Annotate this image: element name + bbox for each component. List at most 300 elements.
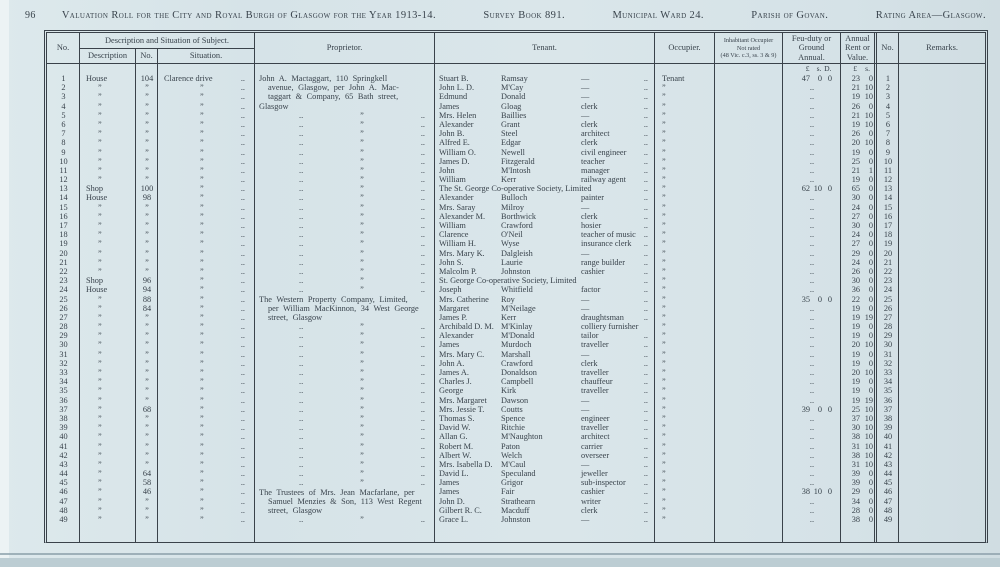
street-number-cell: ” — [145, 505, 149, 515]
remarks-cell — [899, 148, 985, 157]
tenant-cell — [435, 331, 655, 340]
situation-ditto: ” — [200, 92, 204, 102]
situation-ditto: ” — [200, 423, 204, 433]
tenant-occupation: — — [581, 404, 590, 414]
inhabitant-occupier-cell — [715, 304, 783, 313]
tenant-forename: David W. — [439, 423, 471, 433]
feu-duty-cell: .. — [809, 478, 815, 488]
leader-dots: .. — [643, 331, 648, 341]
feu-duty-cell: .. — [809, 248, 815, 258]
remarks-cell — [899, 83, 985, 92]
leader-dots: .. — [240, 459, 245, 469]
inhabitant-occupier-cell — [715, 74, 783, 83]
table-row — [47, 111, 985, 120]
leader-dots: .. — [643, 386, 648, 396]
remarks-cell — [899, 221, 985, 230]
description-cell: ” — [98, 138, 102, 148]
leader-dots: .. — [643, 340, 648, 350]
tenant-forename: Robert M. — [439, 441, 474, 451]
row-number-left: 41 — [59, 441, 68, 451]
tenant-forename: William — [439, 175, 466, 185]
feu-duty-cell — [783, 405, 841, 414]
row-number-left: 47 — [59, 496, 68, 506]
rent-pounds: 19 — [851, 119, 860, 129]
tenant-occupation: — — [581, 74, 590, 83]
proprietor-ditto: ” — [360, 156, 364, 166]
street-number-cell: ” — [145, 432, 149, 442]
rent-shillings: 0 — [868, 129, 873, 139]
leader-dots: .. — [643, 276, 648, 286]
annual-rent-units: £ s. — [841, 64, 877, 74]
rent-pounds: 29 — [851, 487, 860, 497]
row-number-right: 18 — [883, 230, 893, 240]
proprietor-ditto-dots: .. — [299, 395, 304, 405]
tenant-forename: Mrs. Jessie T. — [439, 404, 485, 414]
street-number-cell: 98 — [142, 193, 152, 203]
tenant-cell — [435, 258, 655, 267]
tenant-occupation: — — [581, 303, 590, 313]
annual-rent-cell — [841, 331, 877, 340]
situation-ditto: ” — [200, 165, 204, 175]
tenant-occupation: colliery furnisher — [581, 322, 639, 332]
street-number-cell: ” — [145, 165, 149, 175]
rent-pounds: 20 — [851, 138, 860, 148]
inhabitant-occupier-cell — [715, 368, 783, 377]
table-row — [47, 386, 985, 395]
tenant-surname: Speculand — [501, 469, 536, 479]
description-cell: ” — [98, 496, 102, 506]
tenant-surname: Newell — [501, 147, 525, 157]
inhabitant-occupier-cell — [715, 350, 783, 359]
occupier-cell: ” — [662, 110, 666, 120]
tenant-occupation: writer — [581, 496, 601, 506]
proprietor-cell — [255, 451, 435, 460]
proprietor-cell — [255, 230, 435, 239]
row-number-left: 34 — [59, 377, 68, 387]
row-number-left: 21 — [59, 257, 68, 267]
leader-dots: .. — [643, 450, 648, 460]
tenant-cell — [435, 138, 655, 147]
inhabitant-occupier-cell — [715, 129, 783, 138]
description-cell: ” — [98, 322, 102, 332]
tenant-cell — [435, 515, 655, 524]
tenant-occupation: tailor — [581, 331, 599, 341]
leader-dots: .. — [240, 92, 245, 102]
row-number-right: 41 — [883, 441, 893, 451]
table-row — [47, 487, 985, 496]
tenant-cell — [435, 414, 655, 423]
annual-rent-cell — [841, 368, 877, 377]
rent-shillings: 0 — [868, 230, 873, 240]
tenant-surname: Milroy — [501, 202, 525, 212]
proprietor-cell — [255, 166, 435, 175]
rent-pounds: 31 — [851, 441, 860, 451]
leader-dots: .. — [240, 156, 245, 166]
description-cell: ” — [98, 441, 102, 451]
occupier-cell: ” — [662, 487, 666, 497]
leader-dots: .. — [240, 184, 245, 194]
occupier-cell: ” — [662, 358, 666, 368]
annual-rent-cell — [841, 359, 877, 368]
rent-pounds: 30 — [851, 423, 860, 433]
remarks-cell — [899, 313, 985, 322]
inhabitant-occupier-cell — [715, 405, 783, 414]
row-number-right: 37 — [883, 404, 893, 414]
annual-rent-cell — [841, 203, 877, 212]
situation-cell — [158, 230, 255, 239]
row-number-right: 45 — [883, 478, 893, 488]
tenant-cell — [435, 166, 655, 175]
proprietor-ditto-dots: .. — [420, 129, 425, 139]
proprietor-ditto-dots: .. — [299, 147, 304, 157]
tenant-forename: Mrs. Helen — [439, 110, 477, 120]
leader-dots: .. — [643, 193, 648, 203]
rent-shillings: 0 — [868, 505, 873, 515]
proprietor-ditto-dots: .. — [299, 469, 304, 479]
proprietor-ditto-dots: .. — [299, 276, 304, 286]
proprietor-ditto: ” — [360, 322, 364, 332]
feu-duty-cell: .. — [809, 432, 815, 442]
tenant-forename: James P. — [439, 312, 468, 322]
tenant-cell — [435, 148, 655, 157]
proprietor-ditto: ” — [360, 377, 364, 387]
leader-dots: .. — [643, 459, 648, 469]
annual-rent-cell — [841, 313, 877, 322]
tenant-cell — [435, 230, 655, 239]
street-number-cell: 96 — [142, 276, 152, 286]
leader-dots: .. — [643, 312, 648, 322]
row-number-left: 23 — [59, 276, 68, 286]
rent-pounds: 24 — [851, 202, 860, 212]
street-number-cell: ” — [145, 92, 149, 102]
feu-duty-cell: .. — [809, 515, 815, 524]
remarks-cell — [899, 102, 985, 111]
tenant-cell — [435, 239, 655, 248]
description-cell: ” — [98, 450, 102, 460]
row-number-right: 31 — [883, 349, 893, 359]
remarks-cell — [899, 74, 985, 83]
tenant-forename: Gilbert R. C. — [439, 505, 482, 515]
tenant-forename: Clarence — [439, 230, 469, 240]
feu-duty-cell: .. — [809, 285, 815, 295]
tenant-forename: Mrs. Margaret — [439, 395, 487, 405]
tenant-forename: John A. — [439, 358, 465, 368]
inhabitant-occupier-cell — [715, 423, 783, 432]
situation-ditto: ” — [200, 395, 204, 405]
col-header-description-group-title: Description and Situation of Subject. — [80, 33, 254, 49]
street-number-cell: ” — [145, 230, 149, 240]
occupier-cell: ” — [662, 156, 666, 166]
inhabitant-occupier-cell — [715, 239, 783, 248]
occupier-cell: ” — [662, 496, 666, 506]
tenant-forename: Mrs. Saray — [439, 202, 476, 212]
description-cell: ” — [98, 175, 102, 185]
tenant-forename: Mrs. Catherine — [439, 294, 489, 304]
remarks-cell — [899, 239, 985, 248]
leader-dots: .. — [240, 230, 245, 240]
leader-dots: .. — [643, 101, 648, 111]
tenant-surname: Kerr — [501, 175, 517, 185]
rent-shillings: 0 — [868, 496, 873, 506]
tenant-surname: Paton — [501, 441, 520, 451]
tenant-surname: Borthwick — [501, 211, 537, 221]
remarks-cell — [899, 138, 985, 147]
rent-shillings: 10 — [864, 404, 873, 414]
situation-ditto: ” — [200, 184, 204, 194]
tenant-surname: Baillies — [501, 110, 527, 120]
situation-cell — [158, 405, 255, 414]
tenant-forename: Charles J. — [439, 377, 472, 387]
annual-rent-cell — [841, 212, 877, 221]
tenant-surname: Crawford — [501, 358, 533, 368]
situation-ditto: ” — [200, 294, 204, 304]
proprietor-entry-line: per William MacKinnon, 34 West George — [268, 304, 419, 313]
street-number-cell: ” — [145, 377, 149, 387]
rent-shillings: 0 — [868, 386, 873, 396]
tenant-forename: George — [439, 386, 464, 396]
rent-pounds: 26 — [851, 101, 860, 111]
description-cell: ” — [98, 257, 102, 267]
row-number-right: 5 — [885, 110, 891, 120]
remarks-cell — [899, 184, 985, 193]
tenant-occupation: clerk — [581, 138, 598, 148]
description-cell: Shop — [86, 276, 104, 286]
title-survey-book: Survey Book 891. — [483, 10, 566, 21]
street-number-cell: 58 — [142, 478, 152, 488]
tenant-occupation: factor — [581, 285, 601, 295]
description-cell: ” — [98, 165, 102, 175]
rent-pounds: 26 — [851, 129, 860, 139]
feu-duty-cell: .. — [809, 110, 815, 120]
tenant-forename: David L. — [439, 469, 469, 479]
street-number-cell: 46 — [142, 487, 152, 497]
tenant-surname: O'Neil — [501, 230, 523, 240]
street-number-cell: ” — [145, 312, 149, 322]
leader-dots: .. — [240, 221, 245, 230]
row-number-left: 2 — [61, 83, 66, 93]
situation-ditto: ” — [200, 276, 204, 286]
rent-pounds: 30 — [851, 276, 860, 286]
tenant-occupation: draughtsman — [581, 312, 624, 322]
annual-rent-cell — [841, 442, 877, 451]
leader-dots: .. — [240, 74, 245, 83]
row-number-left: 30 — [59, 340, 68, 350]
row-number-left: 39 — [59, 423, 68, 433]
row-number-right: 2 — [885, 83, 891, 93]
proprietor-ditto: ” — [360, 331, 364, 341]
remarks-cell — [899, 386, 985, 395]
row-number-right: 29 — [883, 331, 893, 341]
inhabitant-occupier-cell — [715, 203, 783, 212]
tenant-surname: M'Kinlay — [501, 322, 533, 332]
tenant-surname: Gloag — [501, 101, 522, 111]
annual-rent-cell — [841, 258, 877, 267]
situation-cell — [158, 249, 255, 258]
remarks-cell — [899, 451, 985, 460]
rent-shillings: 19 — [864, 312, 873, 322]
valuation-table — [44, 30, 988, 543]
annual-rent-cell — [841, 322, 877, 331]
tenant-cell — [435, 157, 655, 166]
row-number-right: 20 — [883, 248, 893, 258]
tenant-cell — [435, 184, 655, 193]
row-number-left: 9 — [61, 147, 66, 157]
row-number-right: 43 — [883, 459, 893, 469]
table-row — [47, 340, 985, 349]
feu-duty-cell: .. — [809, 377, 815, 387]
proprietor-ditto-dots: .. — [420, 459, 425, 469]
row-number-right: 4 — [885, 101, 891, 111]
proprietor-ditto-dots: .. — [420, 138, 425, 148]
description-cell: ” — [98, 147, 102, 157]
proprietor-entry — [259, 488, 431, 516]
situation-ditto: ” — [200, 432, 204, 442]
title-rating-area: Rating Area—Glasgow. — [875, 10, 986, 21]
proprietor-ditto-dots: .. — [420, 276, 425, 286]
table-row — [47, 442, 985, 451]
proprietor-entry-line: street, Glasgow — [268, 506, 323, 516]
situation-ditto: ” — [200, 119, 204, 129]
feu-pence: 0 — [827, 294, 832, 304]
table-body — [47, 74, 985, 542]
proprietor-ditto-dots: .. — [299, 193, 304, 203]
tenant-forename: Alexander M. — [439, 211, 486, 221]
leader-dots: .. — [643, 129, 648, 139]
inhabitant-occupier-cell — [715, 111, 783, 120]
proprietor-ditto-dots: .. — [420, 349, 425, 359]
tenant-forename: John — [439, 165, 455, 175]
proprietor-cell — [255, 386, 435, 395]
street-number-cell: ” — [145, 331, 149, 341]
tenant-forename: Albert W. — [439, 450, 472, 460]
feu-duty-cell: .. — [809, 92, 815, 102]
row-number-left: 13 — [59, 184, 68, 194]
table-row — [47, 249, 985, 258]
situation-ditto: ” — [200, 312, 204, 322]
rent-shillings: 0 — [868, 285, 873, 295]
tenant-cell — [435, 368, 655, 377]
description-cell: ” — [98, 110, 102, 120]
leader-dots: .. — [240, 322, 245, 332]
title-municipal-ward: Municipal Ward 24. — [612, 10, 704, 21]
street-number-cell: ” — [145, 413, 149, 423]
tenant-cell — [435, 487, 655, 496]
situation-cell — [158, 203, 255, 212]
tenant-cell — [435, 193, 655, 202]
table-row — [47, 276, 985, 285]
situation-cell — [158, 111, 255, 120]
row-number-left: 12 — [59, 175, 68, 185]
street-number-cell: 94 — [142, 285, 152, 295]
rent-pounds: 37 — [851, 413, 860, 423]
remarks-cell — [899, 478, 985, 487]
leader-dots: .. — [643, 404, 648, 414]
feu-pence: 0 — [827, 184, 832, 194]
leader-dots: .. — [643, 377, 648, 387]
situation-ditto: ” — [200, 138, 204, 148]
remarks-cell — [899, 442, 985, 451]
row-number-right: 9 — [885, 147, 891, 157]
tenant-surname: Kirk — [501, 386, 517, 396]
col-header-inhabitant-occupier: Inhabitant Occupier Not rated (48 Vic. c.3, ss. 3 & 9) — [715, 33, 783, 63]
situation-cell — [158, 258, 255, 267]
tenant-forename: James — [439, 101, 460, 111]
rent-shillings: 0 — [868, 377, 873, 387]
proprietor-ditto-dots: .. — [420, 377, 425, 387]
proprietor-ditto-dots: .. — [299, 322, 304, 332]
tenant-surname: Grant — [501, 119, 520, 129]
tenant-occupation: chauffeur — [581, 377, 613, 387]
rent-pounds: 19 — [851, 147, 860, 157]
table-row — [47, 497, 985, 506]
annual-rent-cell — [841, 184, 877, 193]
table-row — [47, 138, 985, 147]
situation-ditto: ” — [200, 221, 204, 230]
street-number-cell: ” — [145, 496, 149, 506]
rent-shillings: 0 — [868, 74, 873, 83]
leader-dots: .. — [643, 248, 648, 258]
proprietor-ditto-dots: .. — [299, 266, 304, 276]
tenant-cell — [435, 304, 655, 313]
situation-cell — [158, 138, 255, 147]
page-number: 96 — [25, 10, 36, 21]
tenant-cell — [435, 497, 655, 506]
col-header-description: Description — [80, 49, 136, 64]
situation-cell — [158, 478, 255, 487]
tenant-forename: Alexander — [439, 119, 474, 129]
description-cell: House — [86, 285, 108, 295]
tenant-cell — [435, 221, 655, 230]
leader-dots: .. — [643, 156, 648, 166]
tenant-cell — [435, 111, 655, 120]
inhabitant-occupier-cell — [715, 322, 783, 331]
row-number-right: 19 — [883, 239, 893, 249]
rent-shillings: 0 — [868, 322, 873, 332]
remarks-cell — [899, 267, 985, 276]
proprietor-ditto-dots: .. — [420, 285, 425, 295]
col-header-description-subrow — [80, 49, 254, 64]
proprietor-ditto-dots: .. — [299, 138, 304, 148]
annual-rent-cell — [841, 138, 877, 147]
proprietor-cell — [255, 368, 435, 377]
leader-dots: .. — [240, 496, 245, 506]
proprietor-ditto-dots: .. — [299, 184, 304, 194]
feu-duty-cell: .. — [809, 266, 815, 276]
row-number-left: 10 — [59, 156, 68, 166]
feu-shillings: 0 — [817, 294, 822, 304]
situation-ditto: ” — [200, 248, 204, 258]
proprietor-ditto-dots: .. — [420, 230, 425, 240]
tenant-cell — [435, 432, 655, 441]
row-number-left: 3 — [61, 92, 66, 102]
description-cell: ” — [98, 230, 102, 240]
feu-duty-cell — [783, 295, 841, 304]
row-number-right: 14 — [883, 193, 893, 203]
feu-pounds: 35 — [801, 294, 810, 304]
proprietor-cell — [255, 175, 435, 184]
inhabitant-occupier-cell — [715, 386, 783, 395]
proprietor-ditto-dots: .. — [299, 211, 304, 221]
proprietor-cell — [255, 478, 435, 487]
proprietor-ditto-dots: .. — [420, 478, 425, 488]
tenant-occupation: traveller — [581, 423, 609, 433]
situation-cell — [158, 83, 255, 92]
leader-dots: .. — [240, 248, 245, 258]
leader-dots: .. — [643, 368, 648, 377]
situation-cell — [158, 148, 255, 157]
leader-dots: .. — [240, 340, 245, 350]
table-row — [47, 506, 985, 515]
